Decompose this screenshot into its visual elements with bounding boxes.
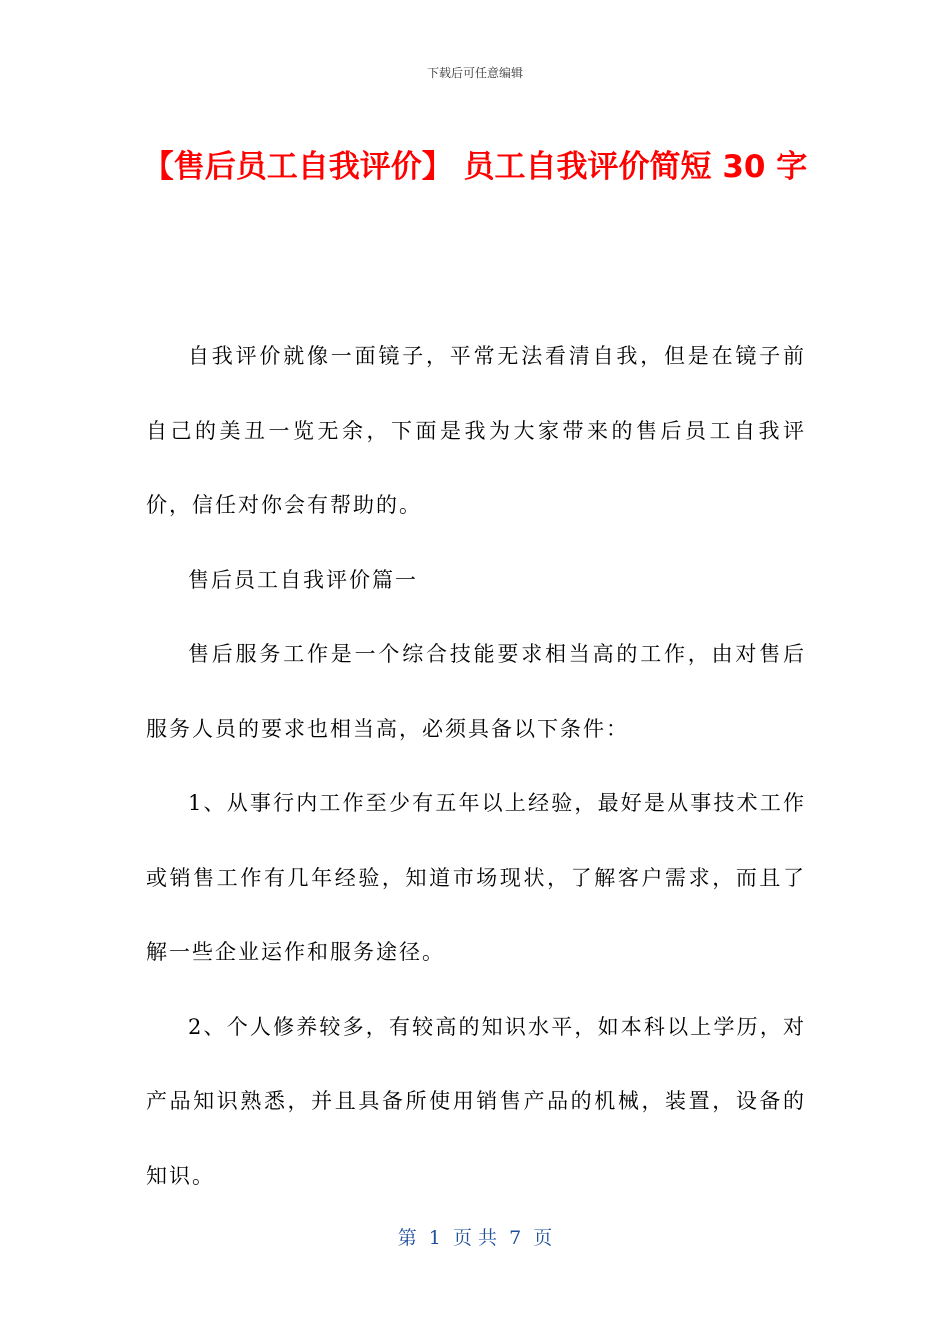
paragraph-intro: 自我评价就像一面镜子，平常无法看清自我，但是在镜子前自己的美丑一览无余，下面是我为大家带来的售后员工自我评价，信任对你会有帮助的。 [146, 344, 806, 517]
section-heading: 售后员工自我评价篇一 [188, 567, 418, 592]
paragraph-requirements: 售后服务工作是一个综合技能要求相当高的工作，由对售后服务人员的要求也相当高，必须具备以下条件： [146, 642, 806, 741]
page-indicator: 第 1 页 共 7 页 [397, 1227, 553, 1249]
paragraph-item-1: 1、从事行内工作至少有五年以上经验，最好是从事技术工作或销售工作有几年经验，知道市场现状，了解客户需求，而且了解一些企业运作和服务途径。 [146, 791, 806, 964]
document-title: 【售后员工自我评价】 员工自我评价简短 30 字 [142, 149, 808, 185]
paragraph-item-2: 2、个人修养较多，有较高的知识水平，如本科以上学历，对产品知识熟悉，并且具备所使用销售产品的机械，装置，设备的知识。 [146, 1014, 806, 1188]
header-note: 下载后可任意编辑 [426, 66, 523, 80]
document-body [146, 319, 806, 1213]
